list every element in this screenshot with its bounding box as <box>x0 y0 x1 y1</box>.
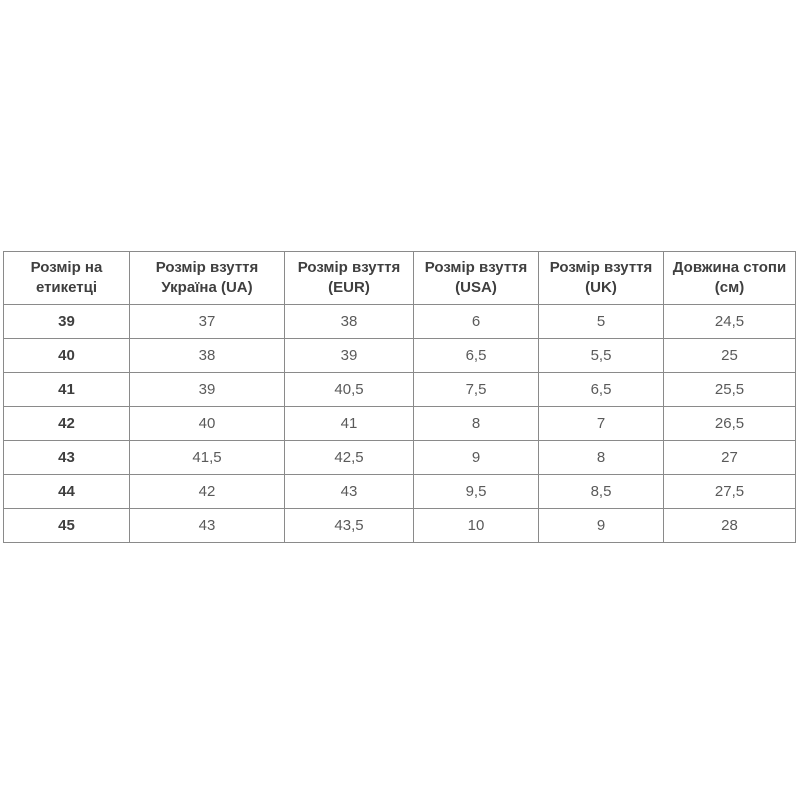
table-row <box>4 373 796 407</box>
value-cell: 43 <box>130 509 285 543</box>
header-row <box>4 252 796 305</box>
value-cell: 41 <box>285 407 414 441</box>
value-cell: 40,5 <box>285 373 414 407</box>
value-cell: 8 <box>539 441 664 475</box>
row-label-cell: 41 <box>4 373 130 407</box>
row-label-cell: 39 <box>4 305 130 339</box>
value-cell: 40 <box>130 407 285 441</box>
value-cell: 7 <box>539 407 664 441</box>
value-cell: 38 <box>285 305 414 339</box>
shoe-size-table <box>3 251 796 543</box>
value-cell: 5,5 <box>539 339 664 373</box>
value-cell: 9 <box>414 441 539 475</box>
row-label-cell: 44 <box>4 475 130 509</box>
value-cell: 25,5 <box>664 373 796 407</box>
value-cell: 25 <box>664 339 796 373</box>
value-cell: 6,5 <box>414 339 539 373</box>
value-cell: 41,5 <box>130 441 285 475</box>
row-label-cell: 45 <box>4 509 130 543</box>
value-cell: 10 <box>414 509 539 543</box>
value-cell: 6 <box>414 305 539 339</box>
table-row <box>4 305 796 339</box>
value-cell: 26,5 <box>664 407 796 441</box>
table-row <box>4 407 796 441</box>
table-row <box>4 339 796 373</box>
column-header: Розмір на етикетці <box>4 252 130 305</box>
value-cell: 27 <box>664 441 796 475</box>
value-cell: 43,5 <box>285 509 414 543</box>
value-cell: 38 <box>130 339 285 373</box>
value-cell: 8 <box>414 407 539 441</box>
value-cell: 9 <box>539 509 664 543</box>
column-header: Довжина стопи (см) <box>664 252 796 305</box>
row-label-cell: 43 <box>4 441 130 475</box>
value-cell: 9,5 <box>414 475 539 509</box>
table-row <box>4 475 796 509</box>
value-cell: 42,5 <box>285 441 414 475</box>
table-row <box>4 441 796 475</box>
value-cell: 27,5 <box>664 475 796 509</box>
column-header: Розмір взуття Україна (UA) <box>130 252 285 305</box>
value-cell: 42 <box>130 475 285 509</box>
value-cell: 6,5 <box>539 373 664 407</box>
value-cell: 37 <box>130 305 285 339</box>
value-cell: 7,5 <box>414 373 539 407</box>
table-body <box>4 305 796 543</box>
value-cell: 43 <box>285 475 414 509</box>
row-label-cell: 40 <box>4 339 130 373</box>
table-row <box>4 509 796 543</box>
column-header: Розмір взуття (USA) <box>414 252 539 305</box>
value-cell: 39 <box>130 373 285 407</box>
value-cell: 24,5 <box>664 305 796 339</box>
column-header: Розмір взуття (UK) <box>539 252 664 305</box>
row-label-cell: 42 <box>4 407 130 441</box>
value-cell: 28 <box>664 509 796 543</box>
column-header: Розмір взуття (EUR) <box>285 252 414 305</box>
value-cell: 8,5 <box>539 475 664 509</box>
value-cell: 39 <box>285 339 414 373</box>
value-cell: 5 <box>539 305 664 339</box>
